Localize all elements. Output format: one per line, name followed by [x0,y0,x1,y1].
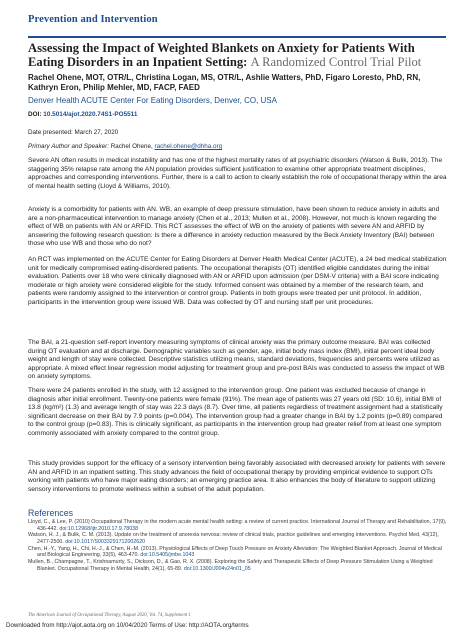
presenter-name: Rachel Ohene, [110,143,153,150]
reference-item [28,532,448,545]
doi-line [28,111,448,118]
reference-item [28,519,448,532]
paragraph-results: There were 24 patients enrolled in the study, with 12 assigned to the intervention group. One patient was excluded because of change in diagnosis after initial enrollment. Twenty-one patients were female (91%). The mean age of patients was 27 years old (SD: 10.6), initial BMI of 13.8 (kg/m²) (1.3) and average length of stay was 22.3 days (8.7). Over time, all patients regardless of treatment assignment had a statistically significant decrease on their BAI by 7.9 points (p=0.004). The intervention group had a greater change in BAI by 1.2 points (p=0.89) compared to the control group (p=0.83). This is clinically significant, as participants in the intervention group had greater relief from at least one symptom commonly associated with anxiety compared to the control group. [28,387,443,437]
presenter-email-link[interactable]: rachel.ohene@dhha.org [154,143,223,150]
reference-doi-link[interactable]: doi:10.5405/jmbe.1043 [140,552,195,559]
reference-text: Watson, H. J., & Bulik, C. M. (2013). Update on the treatment of anorexia nervosa: review of clinical trials, practice guidelines and emerging interventions. Psychol Med, 43(12), 2477-2500. [28,532,439,545]
doi-label: DOI: [28,111,42,118]
download-notice: Downloaded from http://ajot.aota.org on 10/04/2020 Terms of Use: http://AOTA.org/terms [6,622,249,629]
doi-link[interactable]: 10.5014/ajot.2020.74S1-PO5511 [43,111,138,118]
presenter-line [28,143,222,150]
journal-footer: The American Journal of Occupational Therapy, August 2020, Vol. 74, Supplement 1 [28,613,191,618]
reference-text: Chen, H.-Y., Yang, H., Chi, H.-J., & Chen, H.-M. (2013). Physiological Effects of Deep Touch Pressure on Anxiety Alleviation: The Weighted Blanket Approach. Journal of Medical and Biological Engineering, 33(5), 463-470. [28,545,442,559]
presenter-label: Primary Author and Speaker: [28,143,109,150]
reference-item [28,546,448,559]
reference-doi-link[interactable]: doi:10.12968/ijtr.2010.17.9.78038 [59,525,139,532]
section-header: Prevention and Intervention [28,14,158,25]
paragraph-conclusion: This study provides support for the efficacy of a sensory intervention being favorably associated with decreased anxiety for patients with severe AN and ARFID in an inpatient setting. This study advances the field of occupational therapy by providing empirical evidence to support OTs working with patients who have major eating disorders; an emerging practice area. It also enhances the body of literature to support utilizing sensory interventions to promote wellness within a subset of the adult population. [28,460,446,493]
paragraph-measures: The BAI, a 21-question self-report inventory measuring symptoms of clinical anxiety was the primary outcome measure. BAI was collected during OT evaluation and at discharge. Demographic variables such as gender, age, initial body mass index (BMI), initial percent ideal body weight and length of stay were collected. Descriptive statistics utilizing means, standard deviations, frequencies and percents were utilized as appropriate. A mixed effect linear regression model adjusting for treatment group and pre-post BAIs was conducted to assess the impact of WB on anxiety symptoms. [28,339,445,381]
paragraph-background: Severe AN often results in medical instability and has one of the highest mortality rates of all psychiatric disorders (Watson & Bulik, 2013). The staggering 35% relapse rate among the AN population provides sufficient justification to examine other appropriate treatment disciplines, approaches and corresponding interventions. Further, there is a call to action to clearly establish the role of occupational therapy within the area of mental health setting (Lloyd & Williams, 2010). [28,157,447,190]
date-presented: Date presented: March 27, 2020 [28,129,119,136]
paragraph-methods: An RCT was implemented on the ACUTE Center for Eating Disorders at Denver Health Medical Center (ACUTE), a 24 bed medical stabilization unit for medically compromised eating-disordered patients. The occupational therapists (OT) identified eligible candidates during the initial evaluation. Patients over 18 who were clinically diagnosed with AN or ARFID upon admission (per DSM-V criteria) with a BAI score indicating moderate or high anxiety were considered eligible for the study. Informed consent was obtained by a member of the research team, and patients were randomly assigned to the intervention or control group. Patients in both groups were treated per unit protocol. In addition, participants in the intervention group were issued WB. Data was collected by OT and nursing staff per unit procedures. [28,256,447,306]
title-subtitle: A Randomized Control Trial Pilot [250,55,422,70]
header-divider [28,36,446,38]
reference-list [28,519,448,572]
affiliation: Denver Health ACUTE Center For Eating Disorders, Denver, CO, USA [28,96,277,105]
reference-text: Lloyd, C., & Lee, P. (2010) Occupational Therapy in the modern acute mental health setting: a review of current practice. International Journal of Therapy and Rehabilitation, 17(9), 436-442. [28,519,447,532]
author-list: Rachel Ohene, MOT, OTR/L, Christina Logan, MS, OTR/L, Ashlie Watters, PhD, Figaro Loresto, PhD, RN, Kathryn Eron, Philip Mehler, MD, FACP, FAED [28,73,421,93]
references-heading: References [28,508,73,518]
reference-item [28,559,448,572]
paragraph-objective: Anxiety is a comorbidity for patients with AN. WB, an example of deep pressure stimulation, have been shown to reduce anxiety in adults and are a non-pharmaceutical intervention to manage anxiety (Chen et al., 2013; Mullen et al., 2008). However, not much is known regarding the effect of WB on patients with AN or ARFID. This RCT assesses the effect of WB on the anxiety of patients with severe AN and ARFID by answering the following research question: Is there a difference in anxiety reduction measured by the Beck Anxiety Inventory (BAI) between those who use WB and those who do not? [28,206,440,248]
reference-doi-link[interactable]: doi:10.1300/J004v24n01_05 [183,565,251,572]
reference-text: Mullen, B., Champagne, T., Krishnamurty, S., Dickson, D., & Gao, R. X. (2008). Exploring the Safety and Therapeutic Effects of Deep Pressure Stimulation Using a Weighted Blanket. Occupational Therapy in Mental Health, 24(1), 65-89. [28,558,433,572]
title-main: Assessing the Impact of Weighted Blankets on Anxiety for Patients With Eating Disorders in an Inpatient Setting: [28,41,415,70]
reference-doi-link[interactable]: doi:10.1017/S0033291712002620 [65,538,146,545]
article-title [28,41,448,69]
